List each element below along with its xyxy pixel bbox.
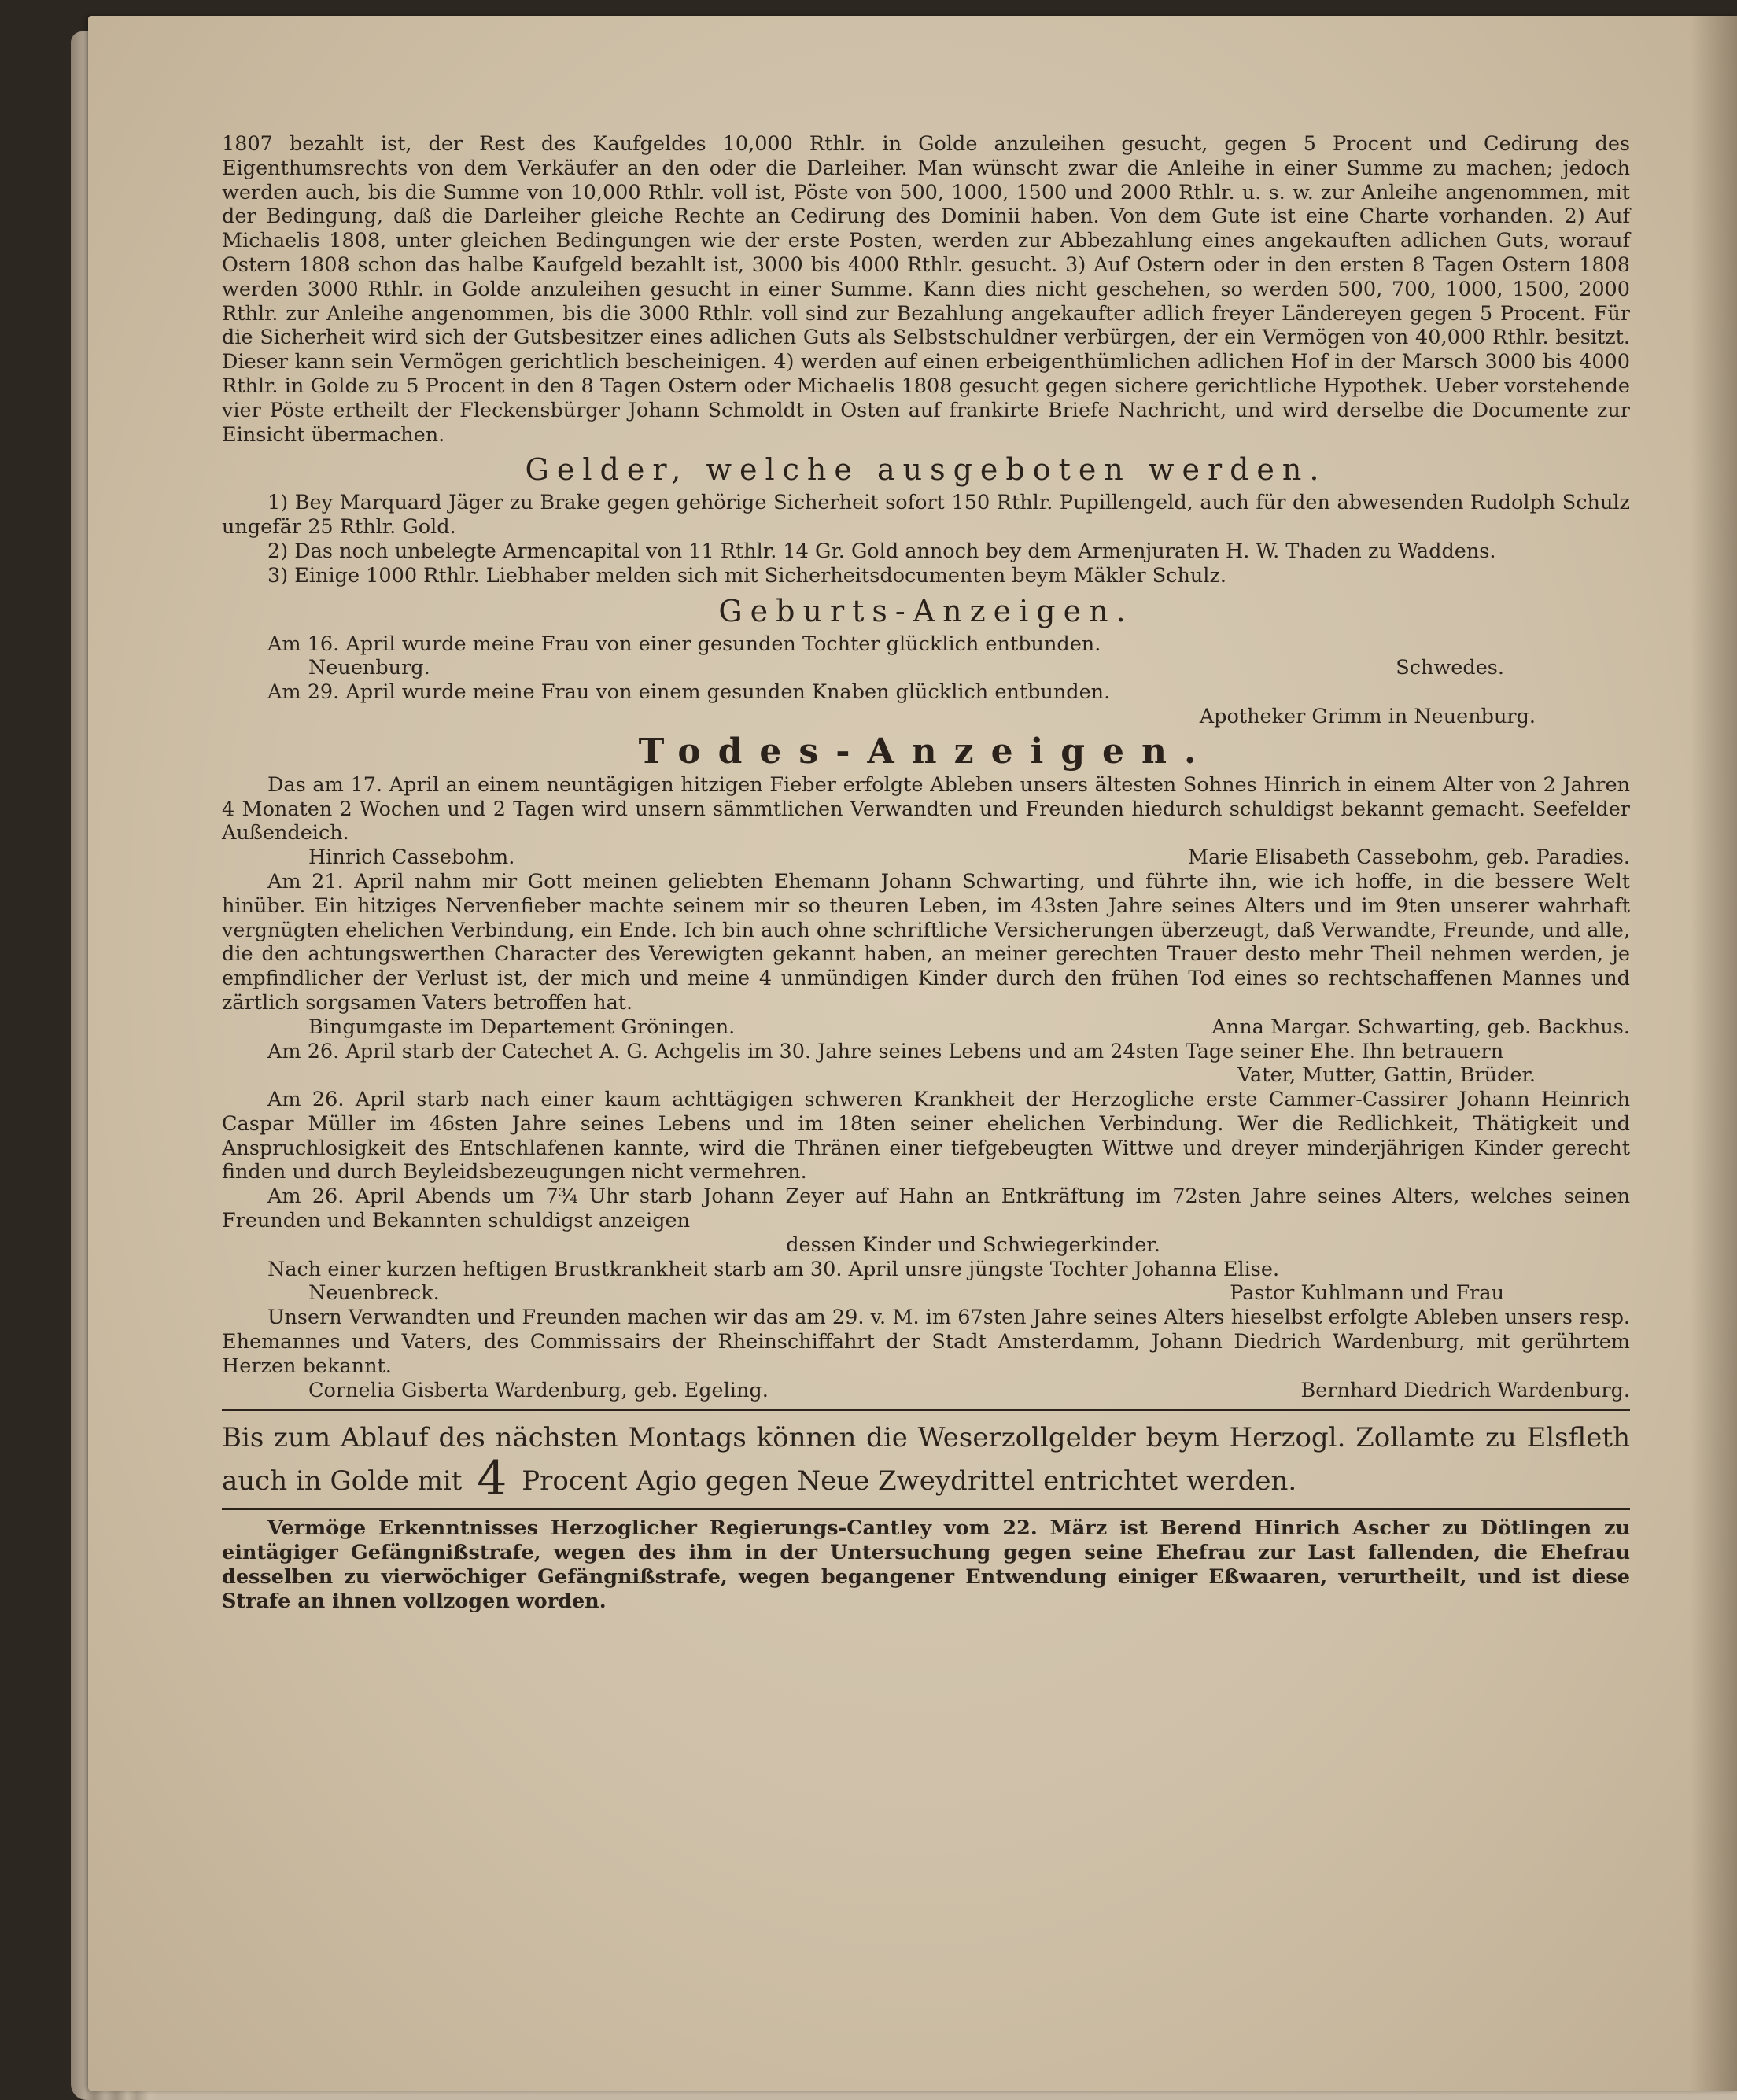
todes-heading: Todes-Anzeigen. xyxy=(638,731,1214,772)
death-notice-7-sign-left: Cornelia Gisberta Wardenburg, geb. Egeling. xyxy=(308,1378,769,1402)
birth-notice-2-sign: Apotheker Grimm in Neuenburg. xyxy=(1199,704,1536,728)
death-notice-1-sign-left: Hinrich Cassebohm. xyxy=(308,846,515,870)
death-notice-6-sign: Pastor Kuhlmann und Frau xyxy=(1230,1281,1504,1306)
page-text xyxy=(222,132,1630,1614)
birth-notice-1-place: Neuenburg. xyxy=(308,656,430,680)
death-notice-4: Am 26. April starb nach einer kaum achttägigen schweren Krankheit der Herzogliche erste Cammer-Cassirer Johann Heinrich Caspar Müller im 46sten Jahre seines Lebens und im 18ten seiner ehelichen Verbindung. Wer die Redlichkeit, Thätigkeit und Anspruchlosigkeit des Entschlafenen kannte, wird die Thränen einer tiefgebeugten Wittwe und dreyer minderjährigen Kinder gerecht finden und durch Beyleidsbezeugungen nicht vermehren. xyxy=(222,1088,1630,1184)
divider-bottom xyxy=(222,1508,1630,1510)
death-notice-5: Am 26. April Abends um 7¾ Uhr starb Johann Zeyer auf Hahn an Entkräftung im 72sten Jahre seines Alters, welches seinen Freunden und Bekannten schuldigst anzeigen xyxy=(222,1184,1630,1233)
death-notice-1: Das am 17. April an einem neuntägigen hitzigen Fieber erfolgte Ableben unsers ältesten Sohnes Hinrich in einem Alter von 2 Jahren 4 Monaten 2 Wochen und 2 Tagen wird unsern sämmtlichen Verwandten und Freunden hiedurch schuldigst bekannt gemacht. Seefelder Außendeich. xyxy=(222,772,1630,846)
death-notice-1-signature xyxy=(222,846,1630,870)
death-notice-2-sign: Anna Margar. Schwarting, geb. Backhus. xyxy=(1211,1015,1630,1039)
death-notice-6: Nach einer kurzen heftigen Brustkrankheit starb am 30. April unsre jüngste Tochter Johanna Elise. xyxy=(267,1257,1280,1281)
birth-notice-1-sign: Schwedes. xyxy=(1396,656,1504,680)
death-notice-2-signature xyxy=(222,1015,1630,1040)
weserzoll-notice xyxy=(222,1417,1630,1507)
death-notice-2-place: Bingumgaste im Departement Gröningen. xyxy=(308,1015,736,1039)
death-notice-3: Am 26. April starb der Catechet A. G. Achgelis im 30. Jahre seines Lebens und am 24sten Tage seiner Ehe. Ihn betrauern xyxy=(267,1039,1504,1063)
death-notice-6-signature xyxy=(222,1281,1630,1306)
gelder-item-3: 3) Einige 1000 Rthlr. Liebhaber melden sich mit Sicherheitsdocumenten beym Mäkler Schulz. xyxy=(267,563,1226,588)
birth-notice-1-signature xyxy=(222,656,1630,680)
gelder-item-1: 1) Bey Marquard Jäger zu Brake gegen gehörige Sicherheit sofort 150 Rthlr. Pupillengeld, auch für den abwesenden Rudolph Schulz ungefär 25 Rthlr. Gold. xyxy=(222,491,1630,540)
weserzoll-agio-number: 4 xyxy=(477,1451,507,1507)
court-verdict-notice: Vermöge Erkenntnisses Herzoglicher Regierungs-Cantley vom 22. März ist Berend Hinrich Ascher zu Dötlingen zu eintägiger Gefängnißstrafe, wegen des ihm in der Untersuchung gegen seine Ehefrau zur Last fallenden, die Ehefrau desselben zu vierwöchiger Gefängnißstrafe, wegen begangener Entwendung einiger Eßwaaren, verurtheilt, und ist diese Strafe an ihnen vollzogen worden. xyxy=(222,1516,1630,1613)
death-notice-7: Unsern Verwandten und Freunden machen wir das am 29. v. M. im 67sten Jahre seines Alters hieselbst erfolgte Ableben unsers resp. Ehemannes und Vaters, des Commissairs der Rheinschiffahrt der Stadt Amsterdamm, Johann Diedrich Wardenburg, mit gerührtem Herzen bekannt. xyxy=(222,1306,1630,1378)
death-notice-7-signature xyxy=(222,1379,1630,1403)
birth-notice-1: Am 16. April wurde meine Frau von einer gesunden Tochter glücklich entbunden. xyxy=(267,632,1101,656)
death-notice-5-sign: dessen Kinder und Schwiegerkinder. xyxy=(786,1232,1160,1257)
geburts-heading: Geburts-Anzeigen. xyxy=(718,593,1134,628)
death-notice-7-sign-right: Bernhard Diedrich Wardenburg. xyxy=(1300,1378,1630,1402)
death-notice-2: Am 21. April nahm mir Gott meinen geliebten Ehemann Johann Schwarting, und führte ihn, wie ich hoffe, in die bessere Welt hinüber. Ein hitziges Nervenfieber machte seinem mir so theuren Leben, im 43sten Jahre seines Alters und im 9ten unserer wahrhaft vergnügten ehelichen Verbindung, ein Ende. Ich bin auch ohne schriftliche Versicherungen überzeugt, daß Verwandte, Freunde, und alle, die den achtungswerthen Character des Verewigten gekannt haben, an meiner gerechten Trauer desto mehr Theil nehmen werden, je empfindlicher der Verlust ist, der mich und meine 4 unmündigen Kinder durch den frühen Tod eines so rechtschaffenen Mannes und zärtlich sorgsamen Vaters betroffen hat. xyxy=(222,869,1630,1015)
gelder-heading: Gelder, welche ausgeboten werden. xyxy=(525,452,1327,488)
loan-requests-paragraph: 1807 bezahlt ist, der Rest des Kaufgeldes 10,000 Rthlr. in Golde anzuleihen gesucht, gegen 5 Procent und Cedirung des Eigenthumsrechts von dem Verkäufer an den oder die Darleiher. Man wünscht zwar die Anleihe in einer Summe zu machen; jedoch werden auch, bis die Summe von 10,000 Rthlr. voll ist, Pöste von 500, 1000, 1500 und 2000 Rthlr. u. s. w. zur Anleihe angenommen, mit der Bedingung, daß die Darleiher gleiche Rechte an Cedirung des Dominii haben. Von dem Gute ist eine Charte vorhanden. 2) Auf Michaelis 1808, unter gleichen Bedingungen wie der erste Posten, werden zur Abbezahlung eines angekauften adlichen Guts, worauf Ostern 1808 schon das halbe Kaufgeld bezahlt ist, 3000 bis 4000 Rthlr. gesucht. 3) Auf Ostern oder in den ersten 8 Tagen Ostern 1808 werden 3000 Rthlr. in Golde anzuleihen gesucht in einer Summe. Kann dies nicht geschehen, so werden 500, 700, 1000, 1500, 2000 Rthlr. zur Anleihe angenommen, bis die 3000 Rthlr. voll sind zur Bezahlung angekaufter adlich freyer Ländereyen gegen 5 Procent. Für die Sicherheit wird sich der Gutsbesitzer eines adlichen Guts als Selbstschuldner verbürgen, der ein Vermögen von 40,000 Rthlr. besitzt. Dieser kann sein Vermögen gerichtlich bescheinigen. 4) werden auf einen erbeigenthümlichen adlichen Hof in der Marsch 3000 bis 4000 Rthlr. in Golde zu 5 Procent in den 8 Tagen Ostern oder Michaelis 1808 gesucht gegen sichere gerichtliche Hypothek. Ueber vorstehende vier Pöste ertheilt der Fleckensbürger Johann Schmoldt in Osten auf frankirte Briefe Nachricht, und wird derselbe die Documente zur Einsicht übermachen. xyxy=(222,132,1630,447)
divider-top xyxy=(222,1409,1630,1411)
weserzoll-text-after: Procent Agio gegen Neue Zweydrittel entrichtet werden. xyxy=(522,1465,1297,1498)
gelder-item-2: 2) Das noch unbelegte Armencapital von 11 Rthlr. 14 Gr. Gold annoch bey dem Armenjuraten H. W. Thaden zu Waddens. xyxy=(267,539,1496,563)
weserzoll-text-before: Bis zum Ablauf des nächsten Montags können die Weserzollgelder beym Herzogl. Zollamte zu Elsfleth auch in Golde mit xyxy=(222,1422,1630,1498)
death-notice-3-sign: Vater, Mutter, Gattin, Brüder. xyxy=(1237,1063,1536,1088)
birth-notice-2: Am 29. April wurde meine Frau von einem gesunden Knaben glücklich entbunden. xyxy=(267,680,1111,705)
death-notice-1-sign-right: Marie Elisabeth Cassebohm, geb. Paradies. xyxy=(1187,846,1630,870)
death-notice-6-place: Neuenbreck. xyxy=(308,1281,440,1306)
